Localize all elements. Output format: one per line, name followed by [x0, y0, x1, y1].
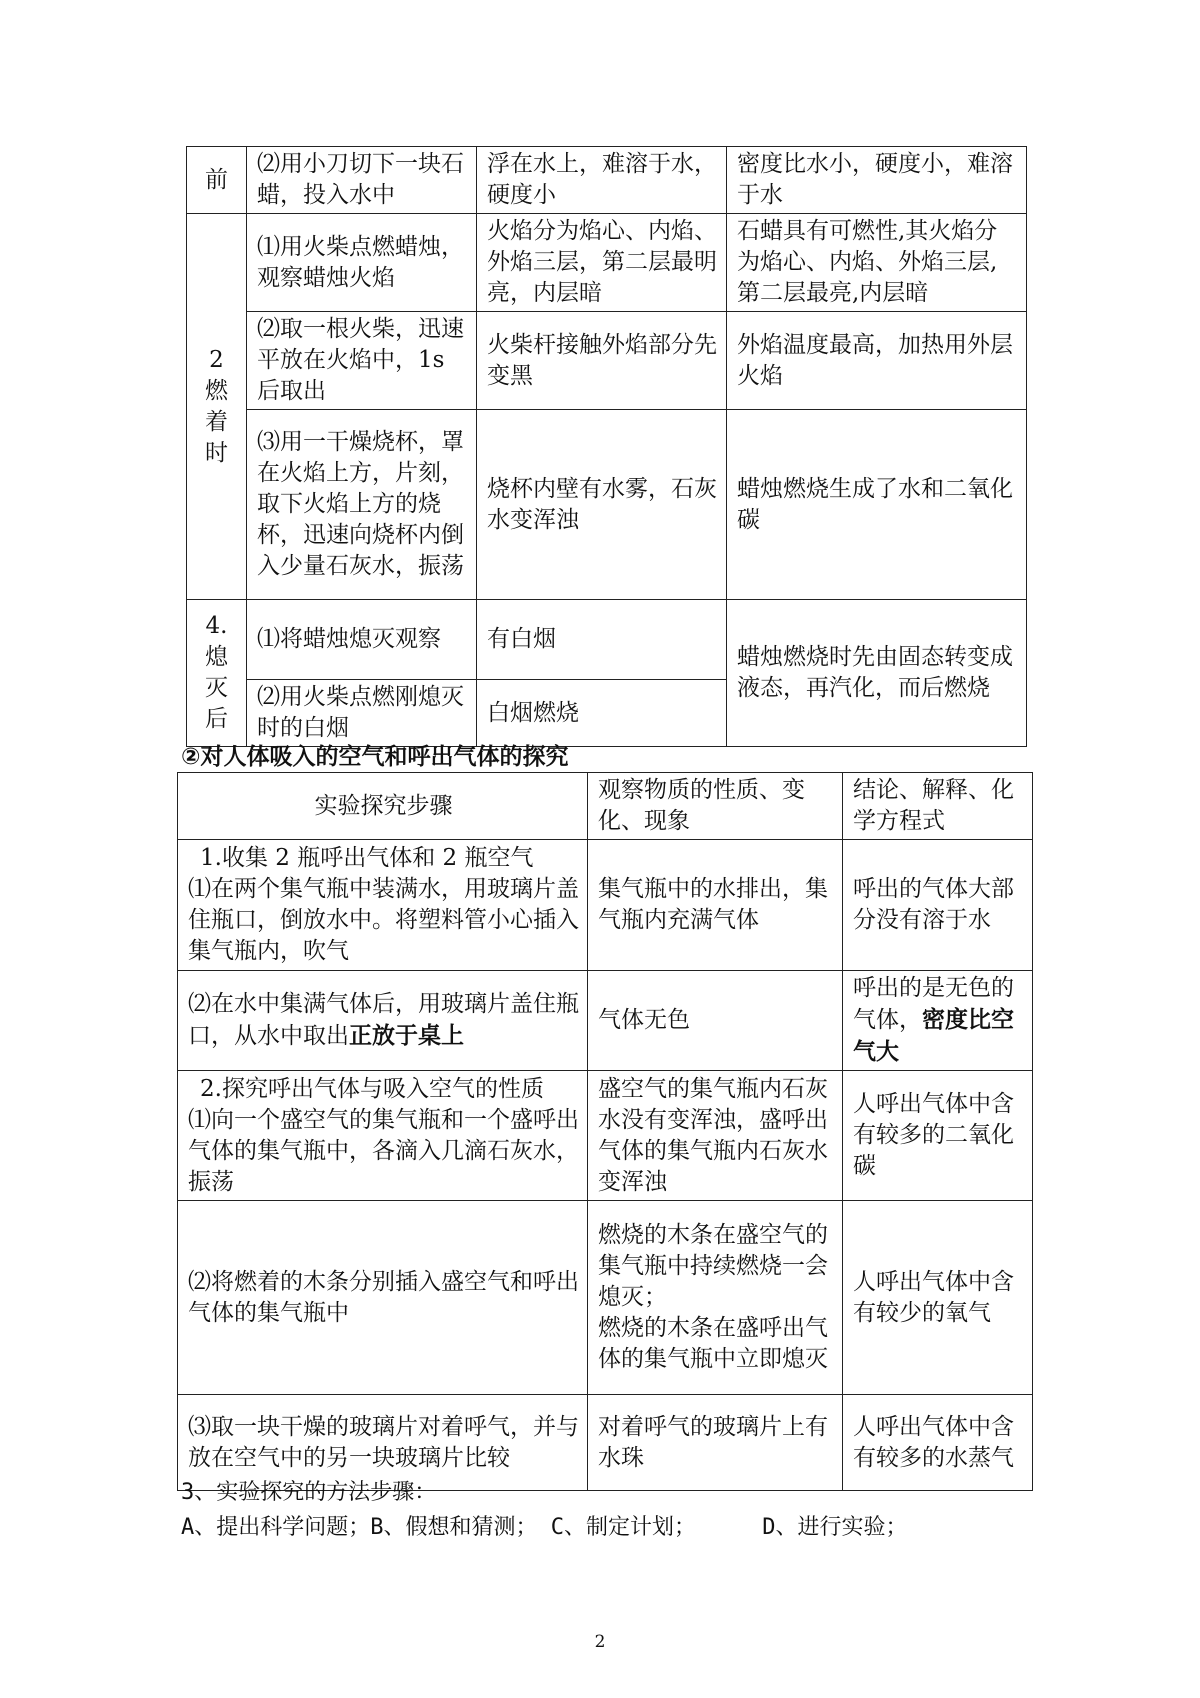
step-cell: [178, 1071, 588, 1201]
conclusion-text: 呼出的是无色的气体，: [853, 975, 1014, 1033]
phenomenon-cell: 对着呼气的玻璃片上有水珠: [588, 1395, 843, 1491]
conclusion-cell: [843, 971, 1033, 1071]
step-text: ⑵在水中集满气体后，用玻璃片盖住瓶口，从水中取出: [188, 991, 579, 1049]
conclusion-cell: 人呼出气体中含有较少的氧气: [843, 1201, 1033, 1395]
header-step: 实验探究步骤: [178, 773, 588, 840]
step-emphasis: 正放于桌上: [349, 1022, 464, 1049]
phenomenon-cell: 盛空气的集气瓶内石灰水没有变浑浊，盛呼出气体的集气瓶内石灰水变浑浊: [588, 1071, 843, 1201]
conclusion-cell: 蜡烛燃烧时先由固态转变成液态，再汽化，而后燃烧: [727, 600, 1027, 747]
phenomenon-cell: 火焰分为焰心、内焰、外焰三层，第二层最明亮，内层暗: [477, 214, 727, 312]
header-conclusion: 结论、解释、化学方程式: [843, 773, 1033, 840]
step-cell: ⑶用一干燥烧杯，罩在火焰上方，片刻，取下火焰上方的烧杯，迅速向烧杯内倒入少量石灰水，振荡: [247, 410, 477, 600]
phenomenon-cell: 烧杯内壁有水雾，石灰水变浑浊: [477, 410, 727, 600]
phenomenon-cell: 集气瓶中的水排出，集气瓶内充满气体: [588, 840, 843, 971]
stage-cell: 2燃着时: [187, 214, 247, 600]
conclusion-cell: 外焰温度最高，加热用外层火焰: [727, 312, 1027, 410]
table-row: [178, 1071, 1033, 1201]
step-cell: ⑴用火柴点燃蜡烛，观察蜡烛火焰: [247, 214, 477, 312]
section-3-heading: 3、实验探究的方法步骤：: [181, 1480, 437, 1505]
table-row: [187, 410, 1027, 600]
table-row: [178, 1201, 1033, 1395]
conclusion-emphasis: 密度比空气大: [853, 1006, 1014, 1065]
header-phenomenon: 观察物质的性质、变化、现象: [588, 773, 843, 840]
table-row: [178, 971, 1033, 1071]
conclusion-cell: 呼出的气体大部分没有溶于水: [843, 840, 1033, 971]
phenomenon-cell: 气体无色: [588, 971, 843, 1071]
page-number: 2: [594, 1632, 606, 1652]
step-cell: ⑵取一根火柴，迅速平放在火焰中，1s 后取出: [247, 312, 477, 410]
phenomenon-text-b: 燃烧的木条在盛呼出气体的集气瓶中立即熄灭: [598, 1315, 828, 1372]
step-cell: ⑵用火柴点燃刚熄灭时的白烟: [247, 680, 477, 747]
phenomenon-cell: 火柴杆接触外焰部分先变黑: [477, 312, 727, 410]
step-cell: ⑴将蜡烛熄灭观察: [247, 600, 477, 680]
section-heading: ②对人体吸入的空气和呼出气体的探究: [181, 744, 569, 770]
conclusion-cell: 人呼出气体中含有较多的水蒸气: [843, 1395, 1033, 1491]
conclusion-cell: 蜡烛燃烧生成了水和二氧化碳: [727, 410, 1027, 600]
table-row: [187, 147, 1027, 214]
breath-experiment-table: [177, 772, 1033, 1491]
table-row: [187, 312, 1027, 410]
conclusion-cell: 密度比水小，硬度小，难溶于水: [727, 147, 1027, 214]
step-cell: ⑵将燃着的木条分别插入盛空气和呼出气体的集气瓶中: [178, 1201, 588, 1395]
step-text: ⑴在两个集气瓶中装满水，用玻璃片盖住瓶口，倒放水中。将塑料管小心插入集气瓶内，吹气: [188, 876, 579, 964]
phenomenon-cell: 有白烟: [477, 600, 727, 680]
step-title: 1.收集 2 瓶呼出气体和 2 瓶空气: [200, 845, 534, 871]
step-text: ⑴向一个盛空气的集气瓶和一个盛呼出气体的集气瓶中，各滴入几滴石灰水，振荡: [188, 1106, 579, 1195]
step-cell: ⑶取一块干燥的玻璃片对着呼气，并与放在空气中的另一块玻璃片比较: [178, 1395, 588, 1491]
stage-cell: 前: [187, 147, 247, 214]
phenomenon-cell: 浮在水上，难溶于水，硬度小: [477, 147, 727, 214]
step-cell: [178, 971, 588, 1071]
table-row: [187, 214, 1027, 312]
conclusion-cell: 人呼出气体中含有较多的二氧化碳: [843, 1071, 1033, 1201]
conclusion-cell: 石蜡具有可燃性,其火焰分为焰心、内焰、外焰三层,第二层最亮,内层暗: [727, 214, 1027, 312]
table-header-row: [178, 773, 1033, 840]
table-row: [187, 600, 1027, 680]
step-cell: ⑵用小刀切下一块石蜡，投入水中: [247, 147, 477, 214]
table-row: [178, 840, 1033, 971]
phenomenon-cell: [588, 1201, 843, 1395]
step-title: 2.探究呼出气体与吸入空气的性质: [200, 1075, 544, 1102]
phenomenon-cell: 白烟燃烧: [477, 680, 727, 747]
candle-experiment-table: [186, 146, 1027, 747]
phenomenon-text-a: 燃烧的木条在盛空气的集气瓶中持续燃烧一会熄灭；: [598, 1222, 828, 1310]
step-cell: [178, 840, 588, 971]
stage-cell: 4.熄灭后: [187, 600, 247, 747]
section-3-steps: A、提出科学问题；B、假想和猜测； C、制定计划； D、进行实验；: [181, 1515, 908, 1540]
